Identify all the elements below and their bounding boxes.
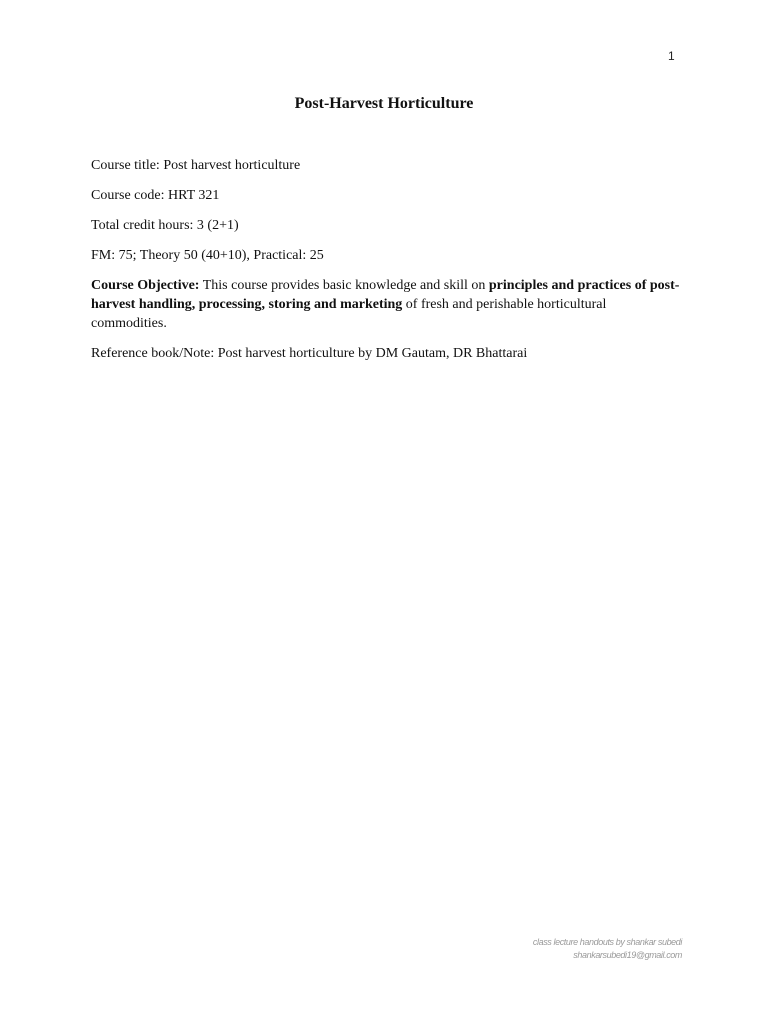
course-objective-text-2: of fresh and perishable horticultural commodities. [91, 297, 607, 331]
footer-credit [533, 936, 682, 962]
page-number: 1 [668, 49, 675, 63]
full-marks-line: FM: 75; Theory 50 (40+10), Practical: 25 [91, 248, 324, 263]
footer-credit-line: class lecture handouts by shankar subedi [532, 937, 682, 947]
document-title: Post-Harvest Horticulture [294, 95, 474, 112]
reference-line: Reference book/Note: Post harvest horticulture by DM Gautam, DR Bhattarai [91, 346, 528, 361]
footer-email: shankarsubedi19@gmail.com [573, 950, 682, 960]
credit-hours-line: Total credit hours: 3 (2+1) [91, 218, 239, 233]
course-title-line: Course title: Post harvest horticulture [91, 158, 301, 173]
course-code-line: Course code: HRT 321 [91, 188, 220, 203]
course-objective [91, 276, 681, 333]
course-objective-label: Course Objective: [91, 278, 200, 293]
course-objective-text-1: This course provides basic knowledge and skill on [199, 278, 489, 293]
course-objective-bold-text: principles and practices of post-harvest handling, processing, storing and marketing [91, 278, 680, 312]
course-info [91, 156, 681, 374]
